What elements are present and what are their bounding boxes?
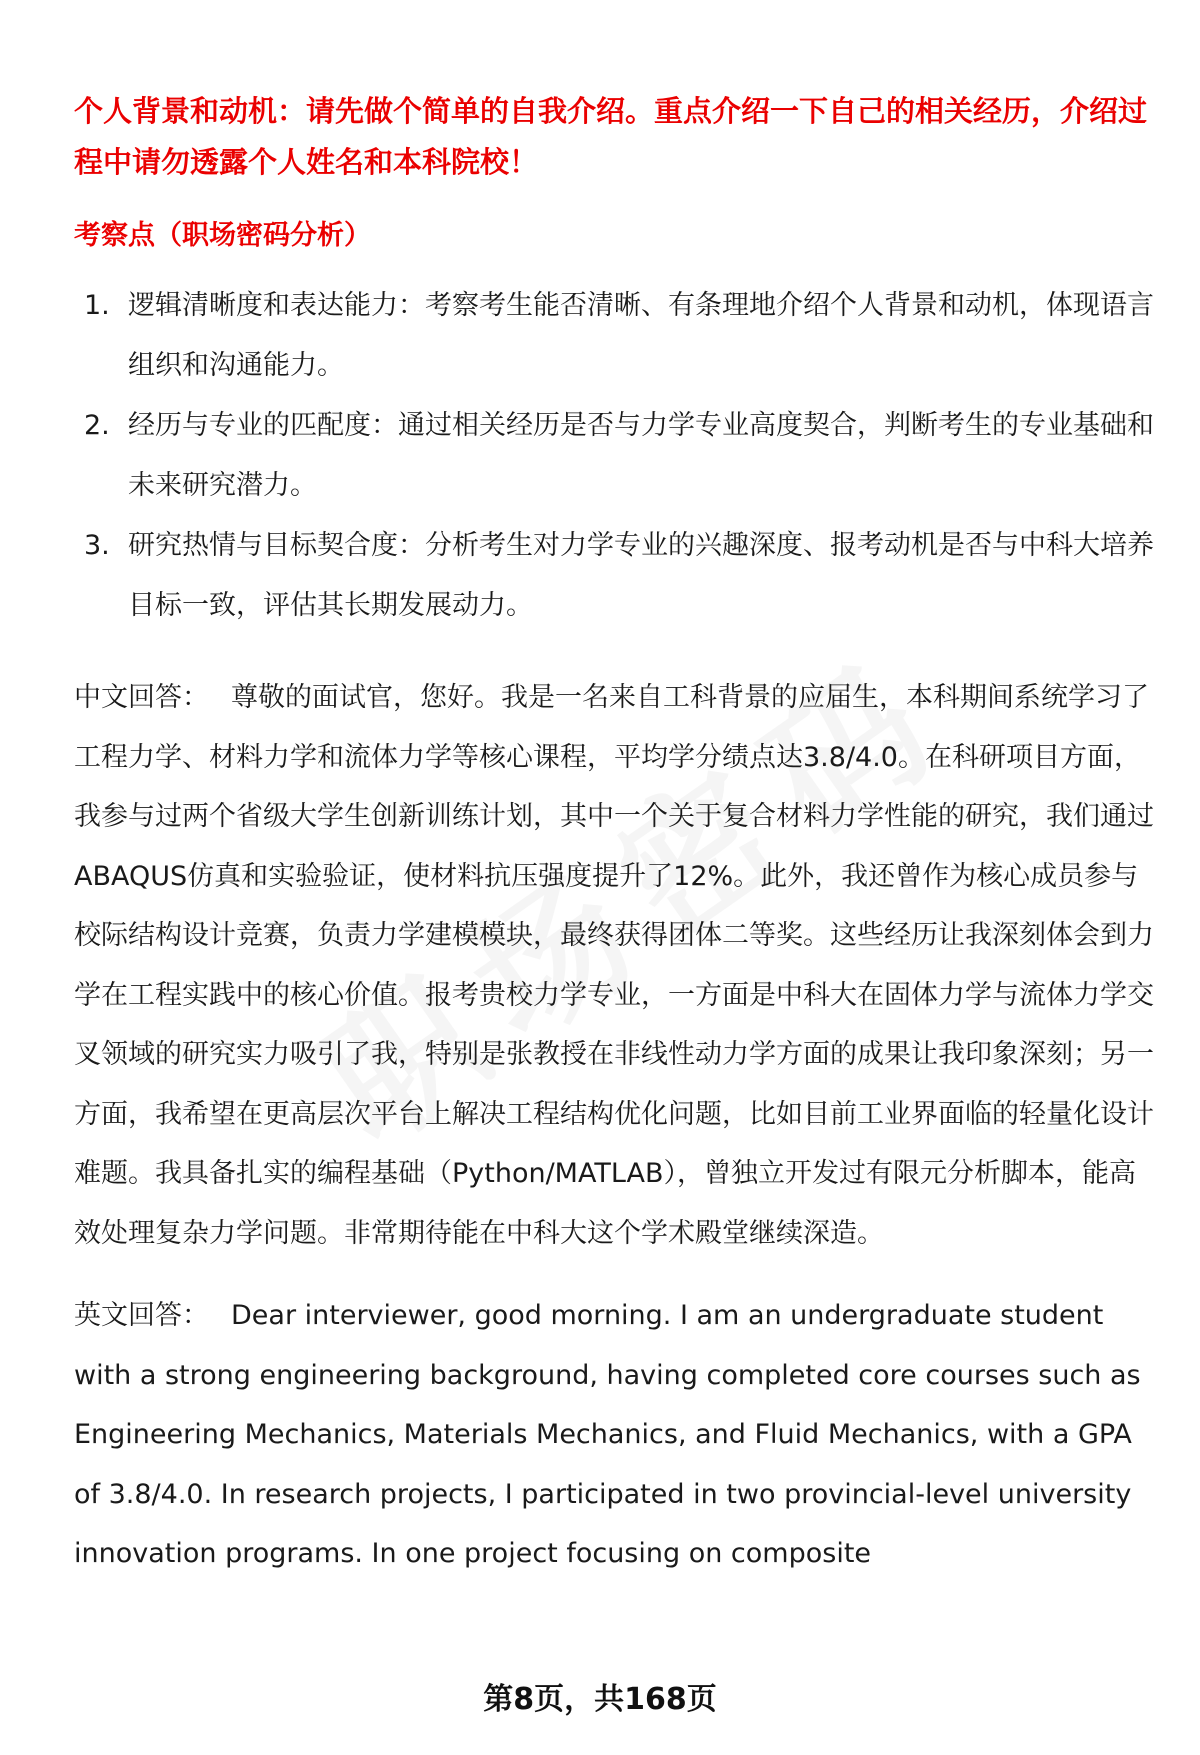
page-content: [74, 86, 1160, 1584]
chinese-answer-label: 中文回答：: [74, 682, 209, 713]
chinese-answer: [74, 668, 1160, 1263]
english-answer-label: 英文回答：: [74, 1300, 209, 1331]
list-item: [74, 516, 1160, 636]
list-item: [74, 276, 1160, 396]
list-item-number: 2.: [84, 410, 110, 441]
list-item-number: 1.: [84, 290, 110, 321]
list-item: [74, 396, 1160, 516]
english-answer: [74, 1286, 1160, 1584]
chinese-answer-text: 尊敬的面试官，您好。我是一名来自工科背景的应届生，本科期间系统学习了工程力学、材料力学和流体力学等核心课程，平均学分绩点达3.8/4.0。在科研项目方面，我参与过两个省级大学生创新训练计划，其中一个关于复合材料力学性能的研究，我们通过ABAQUS仿真和实验验证，使材料抗压强度提升了12%。此外，我还曾作为核心成员参与校际结构设计竞赛，负责力学建模模块，最终获得团体二等奖。这些经历让我深刻体会到力学在工程实践中的核心价值。报考贵校力学专业，一方面是中科大在固体力学与流体力学交叉领域的研究实力吸引了我，特别是张教授在非线性动力学方面的成果让我印象深刻；另一方面，我希望在更高层次平台上解决工程结构优化问题，比如目前工业界面临的轻量化设计难题。我具备扎实的编程基础（Python/MATLAB），曾独立开发过有限元分析脚本，能高效处理复杂力学问题。非常期待能在中科大这个学术殿堂继续深造。: [74, 682, 1154, 1249]
list-item-text: 逻辑清晰度和表达能力：考察考生能否清晰、有条理地介绍个人背景和动机，体现语言组织和沟通能力。: [128, 290, 1154, 381]
list-item-number: 3.: [84, 530, 110, 561]
page-number-footer: 第8页，共168页: [483, 1682, 717, 1717]
english-answer-text: Dear interviewer, good morning. I am an undergraduate student with a strong engineering background, having completed core courses such as Engineering Mechanics, Materials Mechanics, and Fluid Mechanics, with a GPA of 3.8/4.0. In research projects, I participated in two provincial-level university innovation programs. In one project focusing on composite: [74, 1300, 1141, 1569]
list-item-text: 经历与专业的匹配度：通过相关经历是否与力学专业高度契合，判断考生的专业基础和未来研究潜力。: [128, 410, 1154, 501]
section-title: 考察点（职场密码分析）: [74, 220, 371, 251]
list-item-text: 研究热情与目标契合度：分析考生对力学专业的兴趣深度、报考动机是否与中科大培养目标一致，评估其长期发展动力。: [128, 530, 1154, 621]
question-heading: 个人背景和动机：请先做个简单的自我介绍。重点介绍一下自己的相关经历，介绍过程中请勿透露个人姓名和本科院校！: [74, 94, 1148, 179]
assessment-points-list: [74, 276, 1160, 636]
